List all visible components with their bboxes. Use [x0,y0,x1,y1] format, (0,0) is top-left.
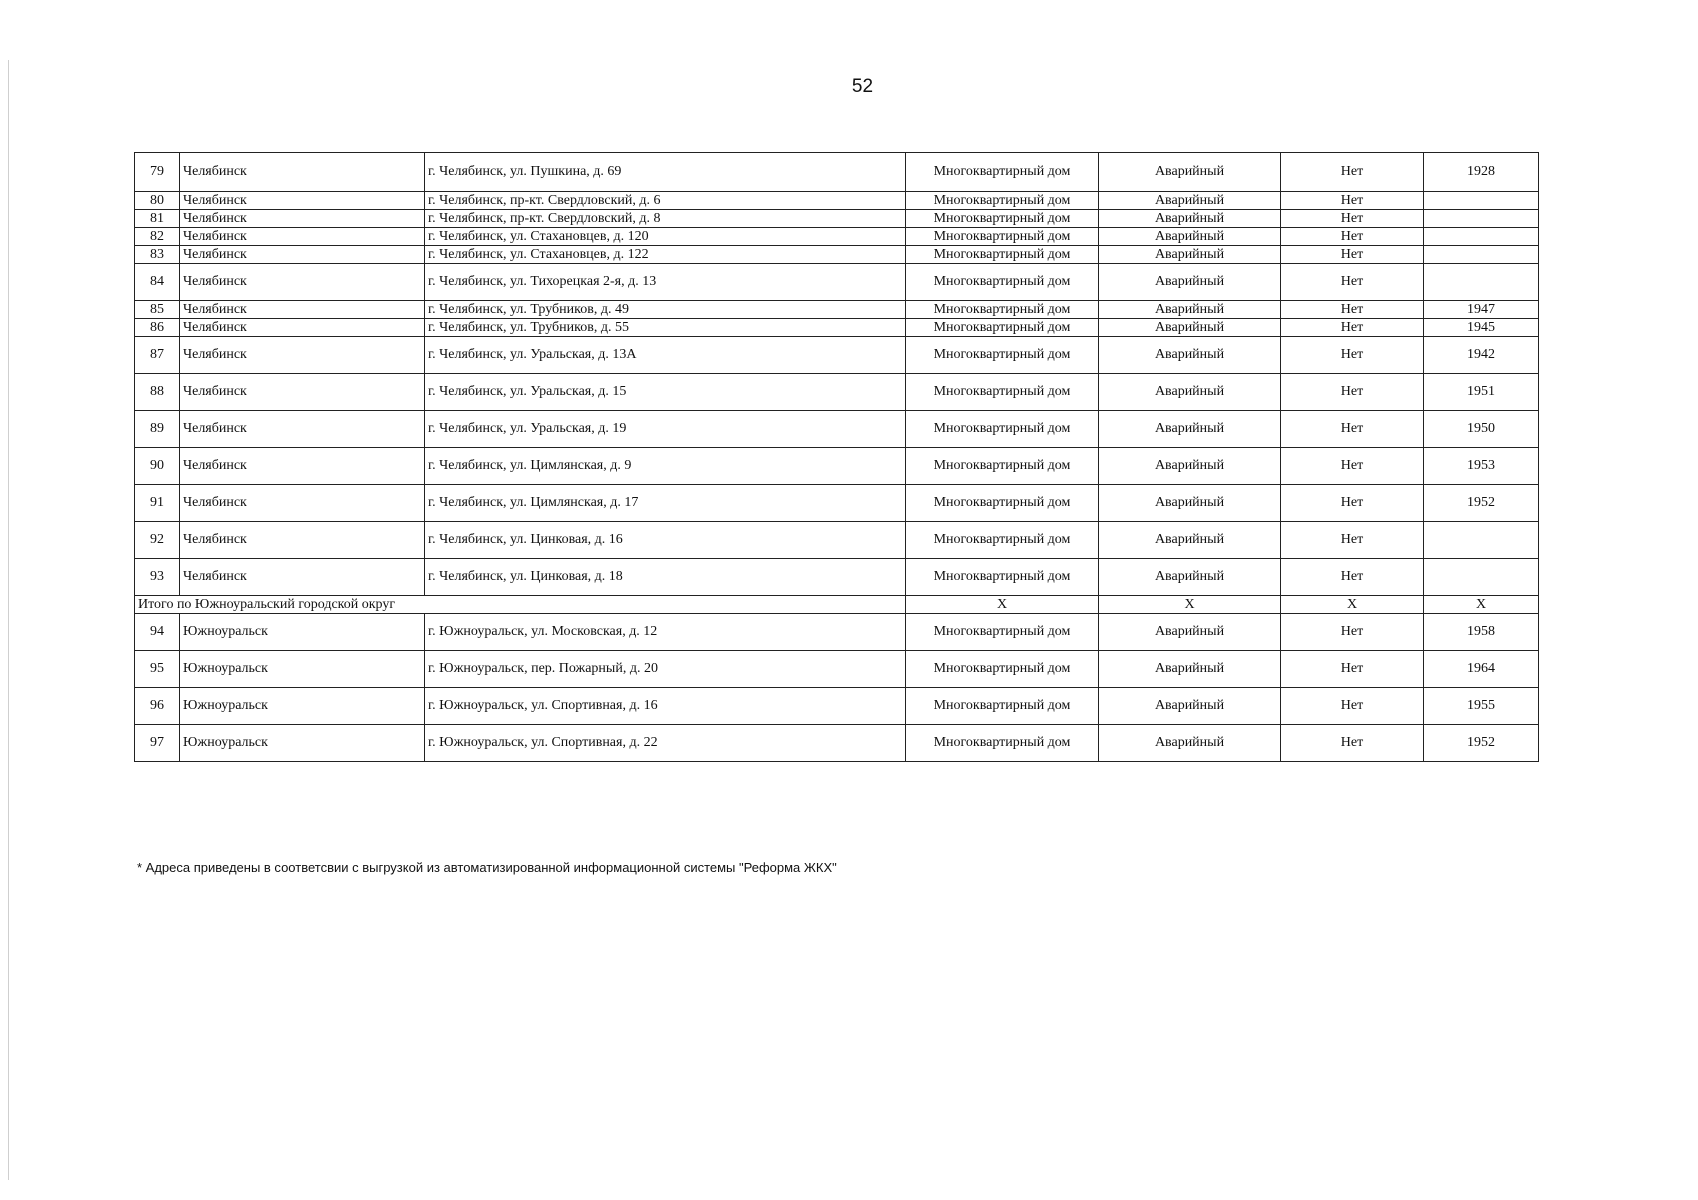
city-cell: Челябинск [180,192,425,210]
condition-cell: Аварийный [1099,210,1281,228]
condition-cell: Аварийный [1099,264,1281,301]
table-row [135,246,1539,264]
relocation-cell: Нет [1281,614,1424,651]
city-cell: Челябинск [180,228,425,246]
table-row [135,228,1539,246]
row-number: 83 [135,246,180,264]
condition-cell: Аварийный [1099,725,1281,762]
table-row [135,301,1539,319]
building-type-cell: Многоквартирный дом [906,228,1099,246]
address-cell: г. Челябинск, ул. Цимлянская, д. 17 [425,485,906,522]
row-number: 97 [135,725,180,762]
year-cell: 1945 [1424,319,1539,337]
building-type-cell: Многоквартирный дом [906,301,1099,319]
row-number: 93 [135,559,180,596]
relocation-cell: Нет [1281,411,1424,448]
condition-cell: Аварийный [1099,153,1281,192]
condition-cell: Аварийный [1099,559,1281,596]
table-row [135,614,1539,651]
year-cell [1424,522,1539,559]
scan-margin-marks-lower [1656,620,1686,780]
city-cell: Южноуральск [180,651,425,688]
table-row [135,688,1539,725]
table-row [135,411,1539,448]
condition-cell: Аварийный [1099,688,1281,725]
city-cell: Челябинск [180,374,425,411]
building-type-cell: Многоквартирный дом [906,614,1099,651]
row-number: 84 [135,264,180,301]
building-type-cell: Многоквартирный дом [906,411,1099,448]
table-body [135,153,1539,762]
row-number: 96 [135,688,180,725]
condition-cell: Аварийный [1099,522,1281,559]
table-row [135,485,1539,522]
table-row [135,651,1539,688]
year-cell [1424,210,1539,228]
building-type-cell: Многоквартирный дом [906,522,1099,559]
building-type-cell: Многоквартирный дом [906,192,1099,210]
table-row [135,337,1539,374]
city-cell: Челябинск [180,411,425,448]
year-cell [1424,559,1539,596]
row-number: 88 [135,374,180,411]
city-cell: Южноуральск [180,688,425,725]
relocation-cell: Нет [1281,153,1424,192]
year-cell [1424,192,1539,210]
relocation-cell: Нет [1281,301,1424,319]
condition-cell: Аварийный [1099,319,1281,337]
building-type-cell: Многоквартирный дом [906,153,1099,192]
condition-cell: Аварийный [1099,485,1281,522]
table-row [135,319,1539,337]
city-cell: Южноуральск [180,725,425,762]
condition-cell: Аварийный [1099,411,1281,448]
year-cell [1424,228,1539,246]
building-type-cell: Многоквартирный дом [906,485,1099,522]
relocation-cell: Нет [1281,374,1424,411]
address-cell: г. Челябинск, ул. Цинковая, д. 16 [425,522,906,559]
address-cell: г. Челябинск, ул. Уральская, д. 13А [425,337,906,374]
housing-register-table [134,152,1539,762]
address-cell: г. Челябинск, ул. Пушкина, д. 69 [425,153,906,192]
address-cell: г. Челябинск, ул. Цинковая, д. 18 [425,559,906,596]
year-cell: 1964 [1424,651,1539,688]
address-cell: г. Южноуральск, ул. Спортивная, д. 16 [425,688,906,725]
relocation-cell: Нет [1281,210,1424,228]
building-type-cell: Многоквартирный дом [906,264,1099,301]
city-cell: Челябинск [180,319,425,337]
city-cell: Челябинск [180,522,425,559]
year-cell: 1947 [1424,301,1539,319]
condition-cell: Аварийный [1099,192,1281,210]
relocation-cell: Нет [1281,192,1424,210]
year-cell: 1952 [1424,725,1539,762]
relocation-cell: Нет [1281,228,1424,246]
row-number: 94 [135,614,180,651]
total-row [135,596,1539,614]
building-type-cell: Многоквартирный дом [906,688,1099,725]
building-type-cell: Многоквартирный дом [906,374,1099,411]
building-type-cell: Многоквартирный дом [906,448,1099,485]
address-cell: г. Южноуральск, ул. Московская, д. 12 [425,614,906,651]
building-type-cell: Многоквартирный дом [906,651,1099,688]
address-cell: г. Челябинск, ул. Уральская, д. 19 [425,411,906,448]
address-cell: г. Челябинск, ул. Трубников, д. 55 [425,319,906,337]
row-number: 85 [135,301,180,319]
row-number: 81 [135,210,180,228]
address-cell: г. Челябинск, пр-кт. Свердловский, д. 8 [425,210,906,228]
total-x-cell: Х [1099,596,1281,614]
row-number: 87 [135,337,180,374]
address-cell: г. Челябинск, ул. Цимлянская, д. 9 [425,448,906,485]
condition-cell: Аварийный [1099,228,1281,246]
table-row [135,192,1539,210]
table-row [135,153,1539,192]
table-row [135,522,1539,559]
relocation-cell: Нет [1281,337,1424,374]
address-cell: г. Южноуральск, пер. Пожарный, д. 20 [425,651,906,688]
city-cell: Челябинск [180,559,425,596]
building-type-cell: Многоквартирный дом [906,337,1099,374]
city-cell: Челябинск [180,485,425,522]
city-cell: Челябинск [180,337,425,374]
city-cell: Челябинск [180,448,425,485]
relocation-cell: Нет [1281,319,1424,337]
city-cell: Челябинск [180,246,425,264]
address-cell: г. Челябинск, ул. Уральская, д. 15 [425,374,906,411]
condition-cell: Аварийный [1099,374,1281,411]
address-cell: г. Южноуральск, ул. Спортивная, д. 22 [425,725,906,762]
total-label: Итого по Южноуральский городской округ [135,596,906,614]
city-cell: Челябинск [180,210,425,228]
address-cell: г. Челябинск, ул. Трубников, д. 49 [425,301,906,319]
total-x-cell: Х [1424,596,1539,614]
city-cell: Челябинск [180,264,425,301]
relocation-cell: Нет [1281,246,1424,264]
relocation-cell: Нет [1281,485,1424,522]
scan-margin-marks [1656,20,1686,110]
row-number: 90 [135,448,180,485]
row-number: 91 [135,485,180,522]
relocation-cell: Нет [1281,688,1424,725]
relocation-cell: Нет [1281,725,1424,762]
row-number: 80 [135,192,180,210]
address-cell: г. Челябинск, ул. Тихорецкая 2-я, д. 13 [425,264,906,301]
year-cell: 1928 [1424,153,1539,192]
year-cell: 1952 [1424,485,1539,522]
year-cell [1424,264,1539,301]
building-type-cell: Многоквартирный дом [906,246,1099,264]
building-type-cell: Многоквартирный дом [906,210,1099,228]
scan-left-edge [8,60,9,1180]
condition-cell: Аварийный [1099,651,1281,688]
year-cell: 1958 [1424,614,1539,651]
city-cell: Южноуральск [180,614,425,651]
condition-cell: Аварийный [1099,337,1281,374]
year-cell: 1953 [1424,448,1539,485]
page-number: 52 [851,76,874,97]
city-cell: Челябинск [180,153,425,192]
condition-cell: Аварийный [1099,614,1281,651]
condition-cell: Аварийный [1099,448,1281,485]
table-row [135,559,1539,596]
row-number: 89 [135,411,180,448]
row-number: 95 [135,651,180,688]
table-row [135,725,1539,762]
row-number: 82 [135,228,180,246]
year-cell: 1942 [1424,337,1539,374]
year-cell: 1950 [1424,411,1539,448]
relocation-cell: Нет [1281,559,1424,596]
address-cell: г. Челябинск, пр-кт. Свердловский, д. 6 [425,192,906,210]
year-cell: 1955 [1424,688,1539,725]
row-number: 86 [135,319,180,337]
relocation-cell: Нет [1281,264,1424,301]
table-row [135,374,1539,411]
address-cell: г. Челябинск, ул. Стахановцев, д. 120 [425,228,906,246]
total-x-cell: Х [1281,596,1424,614]
relocation-cell: Нет [1281,448,1424,485]
year-cell [1424,246,1539,264]
relocation-cell: Нет [1281,651,1424,688]
table-row [135,210,1539,228]
city-cell: Челябинск [180,301,425,319]
row-number: 79 [135,153,180,192]
building-type-cell: Многоквартирный дом [906,725,1099,762]
address-cell: г. Челябинск, ул. Стахановцев, д. 122 [425,246,906,264]
condition-cell: Аварийный [1099,246,1281,264]
table-row [135,448,1539,485]
row-number: 92 [135,522,180,559]
building-type-cell: Многоквартирный дом [906,559,1099,596]
year-cell: 1951 [1424,374,1539,411]
building-type-cell: Многоквартирный дом [906,319,1099,337]
footnote: * Адреса приведены в соответсвии с выгрузкой из автоматизированной информационной системы "Реформа ЖКХ" [137,860,837,875]
total-x-cell: Х [906,596,1099,614]
relocation-cell: Нет [1281,522,1424,559]
table-row [135,264,1539,301]
condition-cell: Аварийный [1099,301,1281,319]
